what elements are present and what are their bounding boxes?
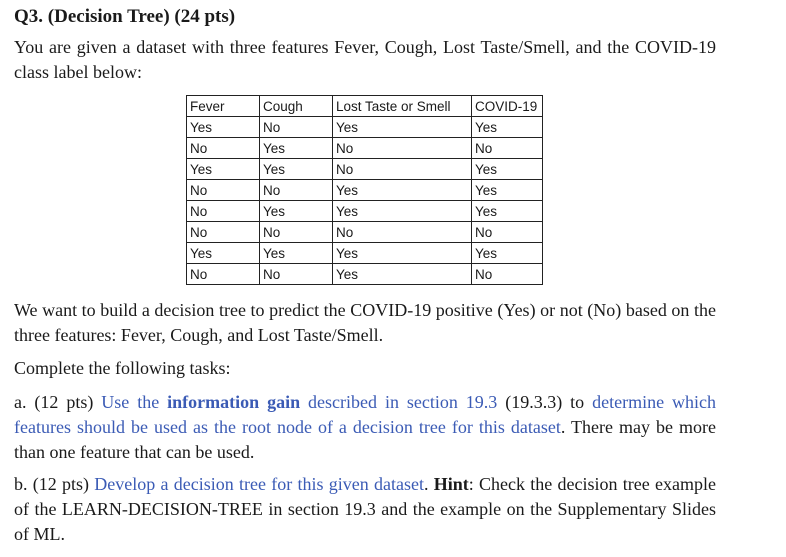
- header-fever: Fever: [187, 96, 260, 117]
- cell-cough: No: [260, 117, 333, 138]
- subsection-reference: (19.3.3) to: [497, 392, 593, 412]
- cell-cough: No: [260, 264, 333, 285]
- cell-cough: Yes: [260, 138, 333, 159]
- table-row: [187, 117, 543, 138]
- task-a-instruction: determine which features should be used as the root node of a decision tree for this dataset: [14, 392, 716, 437]
- question-title: Q3. (Decision Tree) (24 pts): [14, 6, 236, 27]
- cell-lost-taste-smell: Yes: [333, 180, 472, 201]
- cell-covid19: Yes: [472, 243, 543, 264]
- table-row: [187, 201, 543, 222]
- table-row: [187, 180, 543, 201]
- table-header-row: [187, 96, 543, 117]
- cell-lost-taste-smell: Yes: [333, 201, 472, 222]
- cell-lost-taste-smell: Yes: [333, 264, 472, 285]
- cell-lost-taste-smell: No: [333, 159, 472, 180]
- task-a-prefix: a. (12 pts): [14, 392, 102, 412]
- cell-covid19: No: [472, 138, 543, 159]
- cell-covid19: No: [472, 264, 543, 285]
- task-a-note: . There may be more than one feature that can be used.: [14, 417, 716, 462]
- header-lost-taste-smell: Lost Taste or Smell: [333, 96, 472, 117]
- cell-cough: No: [260, 180, 333, 201]
- header-covid19: COVID-19: [472, 96, 543, 117]
- cell-fever: Yes: [187, 159, 260, 180]
- goal-paragraph: We want to build a decision tree to predict the COVID-19 positive (Yes) or not (No) based on the three features: Fever, Cough, and Lost Taste/Smell.: [14, 300, 716, 345]
- cell-lost-taste-smell: Yes: [333, 117, 472, 138]
- section-reference: described in section 19.3: [300, 392, 498, 412]
- cell-cough: No: [260, 222, 333, 243]
- table-row: [187, 159, 543, 180]
- cell-cough: Yes: [260, 201, 333, 222]
- table-row: [187, 264, 543, 285]
- task-b-dot: .: [424, 474, 434, 494]
- hint-label: Hint: [433, 474, 469, 494]
- table-row: [187, 243, 543, 264]
- cell-covid19: Yes: [472, 180, 543, 201]
- cell-covid19: Yes: [472, 159, 543, 180]
- cell-fever: No: [187, 138, 260, 159]
- cell-covid19: Yes: [472, 201, 543, 222]
- hint-text: : Check the decision tree example of the LEARN-DECISION-TREE in section 19.3 and the example on the Supplementary Slides of ML.: [14, 474, 716, 544]
- cell-lost-taste-smell: No: [333, 138, 472, 159]
- dataset-table: [186, 95, 543, 285]
- cell-cough: Yes: [260, 159, 333, 180]
- cell-lost-taste-smell: Yes: [333, 243, 472, 264]
- task-b-instruction: Develop a decision tree for this given dataset: [94, 474, 424, 494]
- cell-fever: No: [187, 264, 260, 285]
- cell-fever: Yes: [187, 117, 260, 138]
- cell-cough: Yes: [260, 243, 333, 264]
- cell-lost-taste-smell: No: [333, 222, 472, 243]
- table-row: [187, 222, 543, 243]
- intro-paragraph: You are given a dataset with three features Fever, Cough, Lost Taste/Smell, and the COVID-19 class label below:: [14, 37, 716, 82]
- cell-fever: No: [187, 180, 260, 201]
- information-gain-term: information gain: [167, 392, 301, 412]
- header-cough: Cough: [260, 96, 333, 117]
- cell-fever: No: [187, 222, 260, 243]
- tasks-intro: Complete the following tasks:: [14, 358, 231, 378]
- task-a-link-text: Use the: [101, 392, 168, 412]
- task-a-paragraph: [14, 390, 716, 465]
- cell-fever: No: [187, 201, 260, 222]
- cell-fever: Yes: [187, 243, 260, 264]
- table-row: [187, 138, 543, 159]
- task-b-paragraph: [14, 472, 716, 547]
- cell-covid19: No: [472, 222, 543, 243]
- task-b-prefix: b. (12 pts): [14, 474, 95, 494]
- cell-covid19: Yes: [472, 117, 543, 138]
